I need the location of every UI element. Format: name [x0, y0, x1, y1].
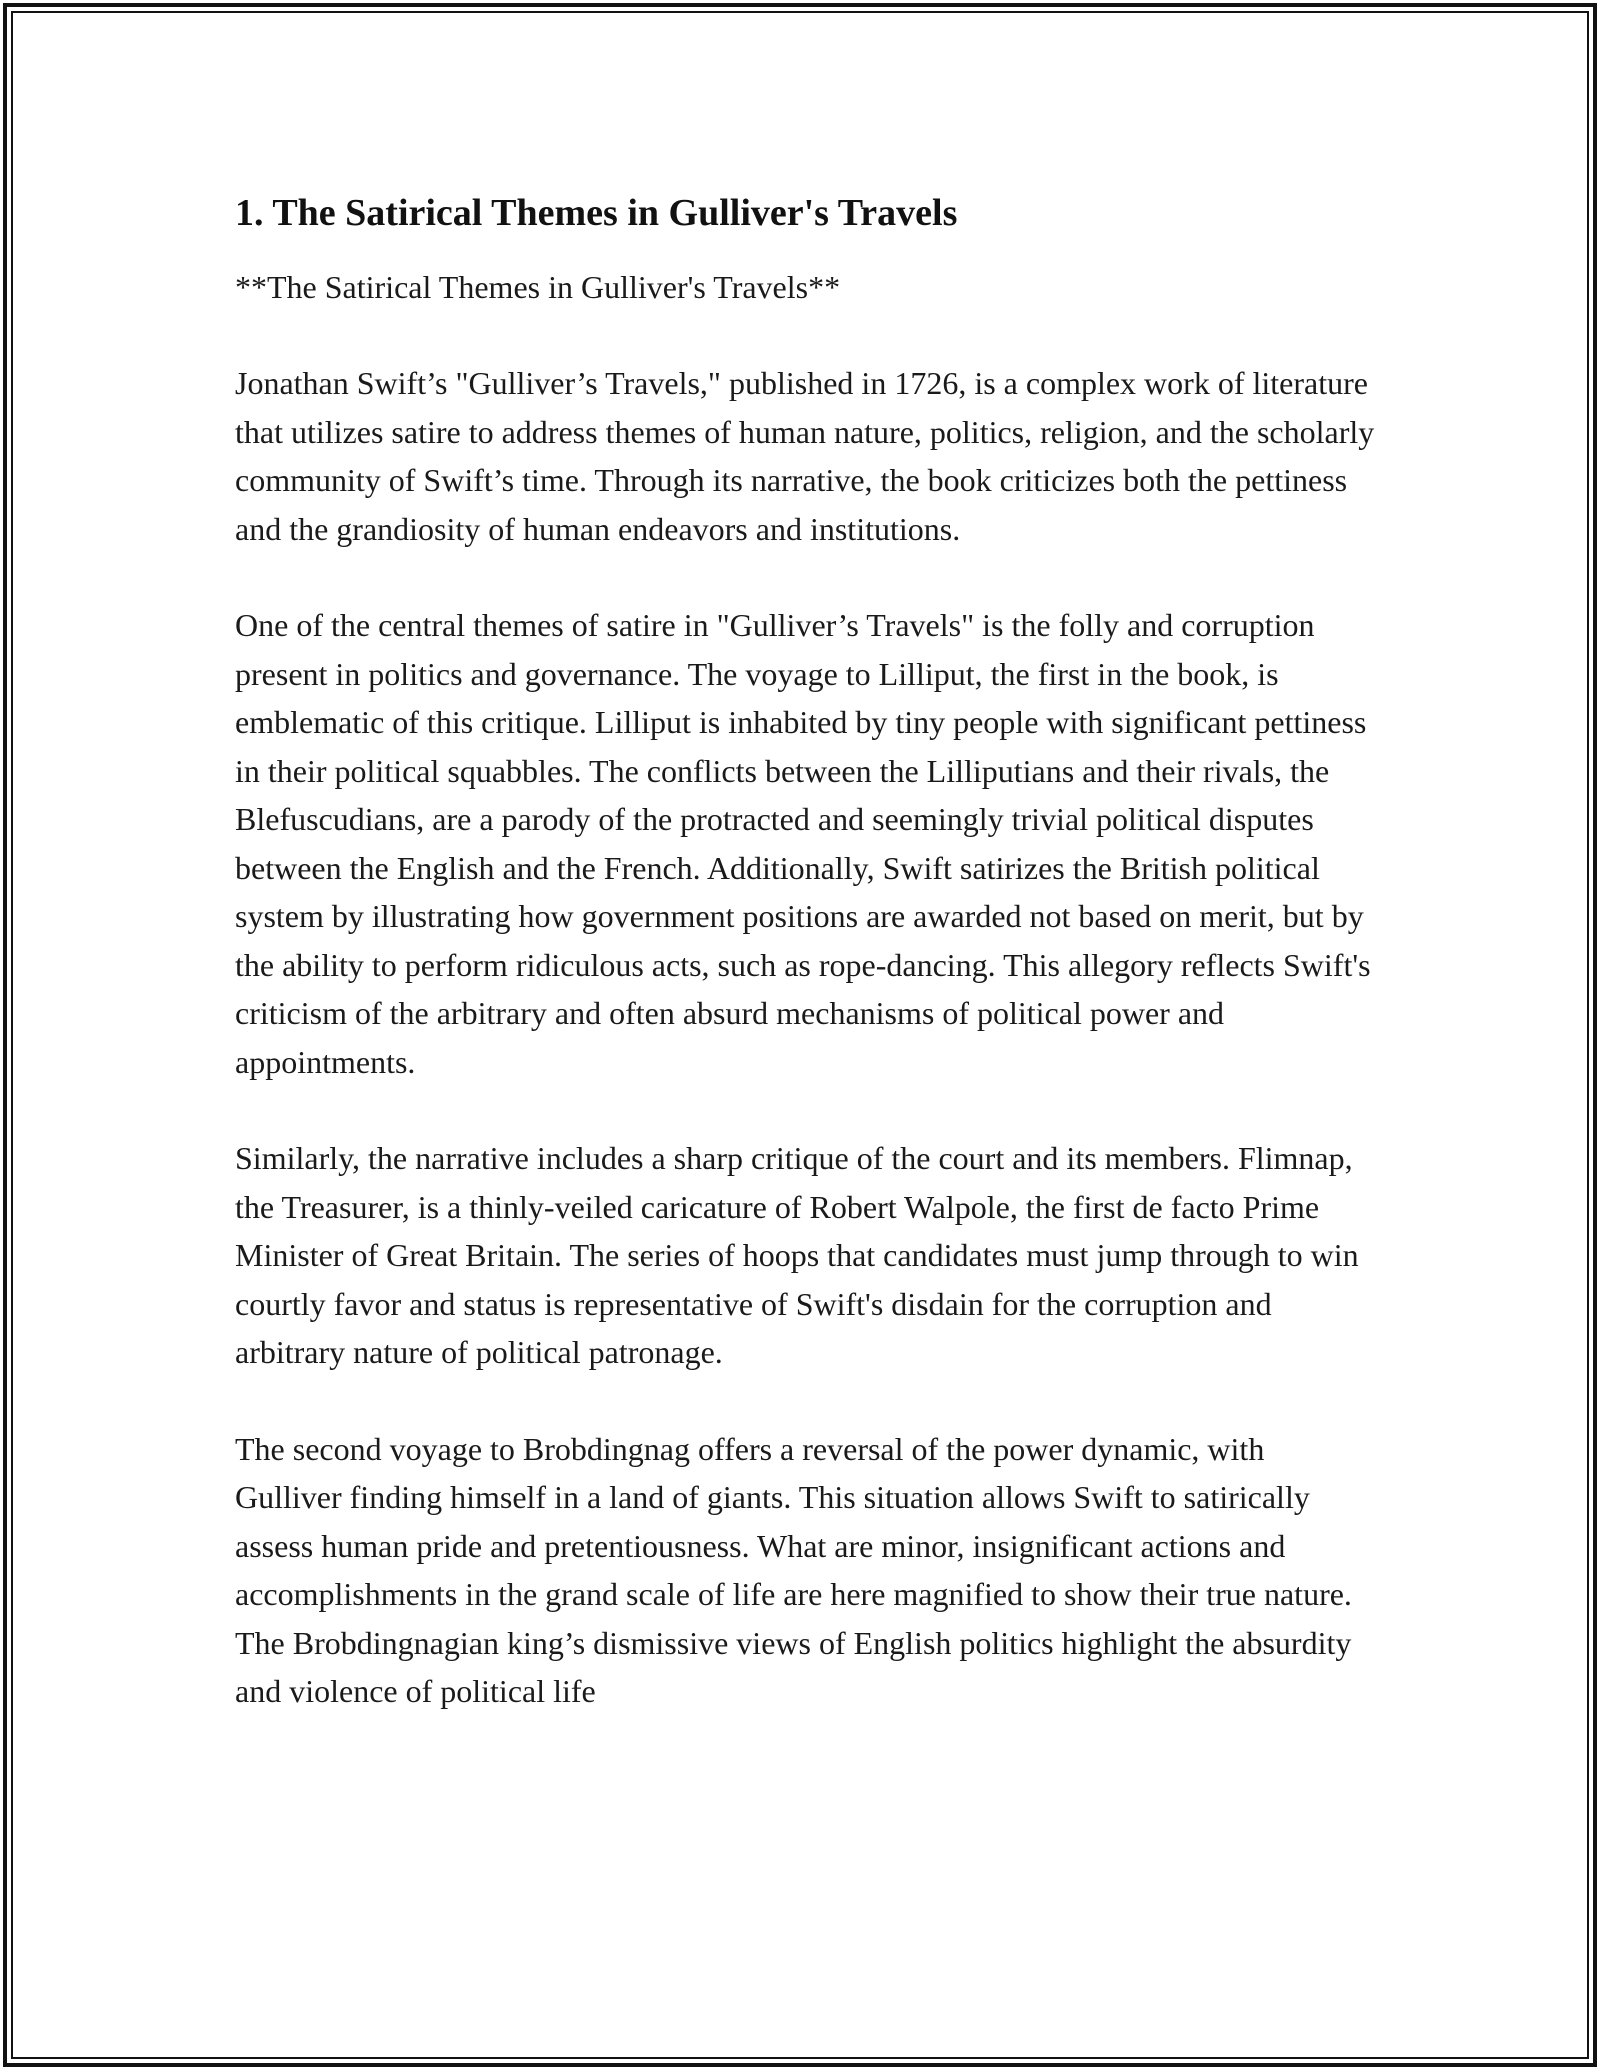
subtitle: **The Satirical Themes in Gulliver's Travels**: [235, 269, 841, 305]
paragraph-court: Similarly, the narrative includes a sharp critique of the court and its members. Flimnap, the Treasurer, is a thinly-veiled caricature of Robert Walpole, the first de facto Prime Minister of Great Britain. The series of hoops that candidates must jump through to win courtly favor and status is representative of Swift's disdain for the corruption and arbitrary nature of political patronage.: [235, 1140, 1359, 1370]
paragraph-brobdingnag: The second voyage to Brobdingnag offers a reversal of the power dynamic, with Gulliver finding himself in a land of giants. This situation allows Swift to satirically assess human pride and pretentiousness. What are minor, insignificant actions and accomplishments in the grand scale of life are here magnified to show their true nature. The Brobdingnagian king’s dismissive views of English politics highlight the absurdity and violence of political life: [235, 1430, 1352, 1709]
paragraph-lilliput: One of the central themes of satire in "Gulliver’s Travels" is the folly and corruption present in politics and governance. The voyage to Lilliput, the first in the book, is emblematic of this critique. Lilliput is inhabited by tiny people with significant pettiness in their political squabbles. The conflicts between the Lilliputians and their rivals, the Blefuscudians, are a parody of the protracted and seemingly trivial political disputes between the English and the French. Additionally, Swift satirizes the British political system by illustrating how government positions are awarded not based on merit, but by the ability to perform ridiculous acts, such as rope-dancing. This allegory reflects Swift's criticism of the arbitrary and often absurd mechanisms of political power and appointments.: [235, 607, 1371, 1080]
paragraph-intro: Jonathan Swift’s "Gulliver’s Travels," published in 1726, is a complex work of literature that utilizes satire to address themes of human nature, politics, religion, and the scholarly community of Swift’s time. Through its narrative, the book criticizes both the pettiness and the grandiosity of human endeavors and institutions.: [235, 365, 1375, 547]
document-body: [235, 185, 1375, 1716]
page-title: 1. The Satirical Themes in Gulliver's Travels: [235, 192, 958, 234]
